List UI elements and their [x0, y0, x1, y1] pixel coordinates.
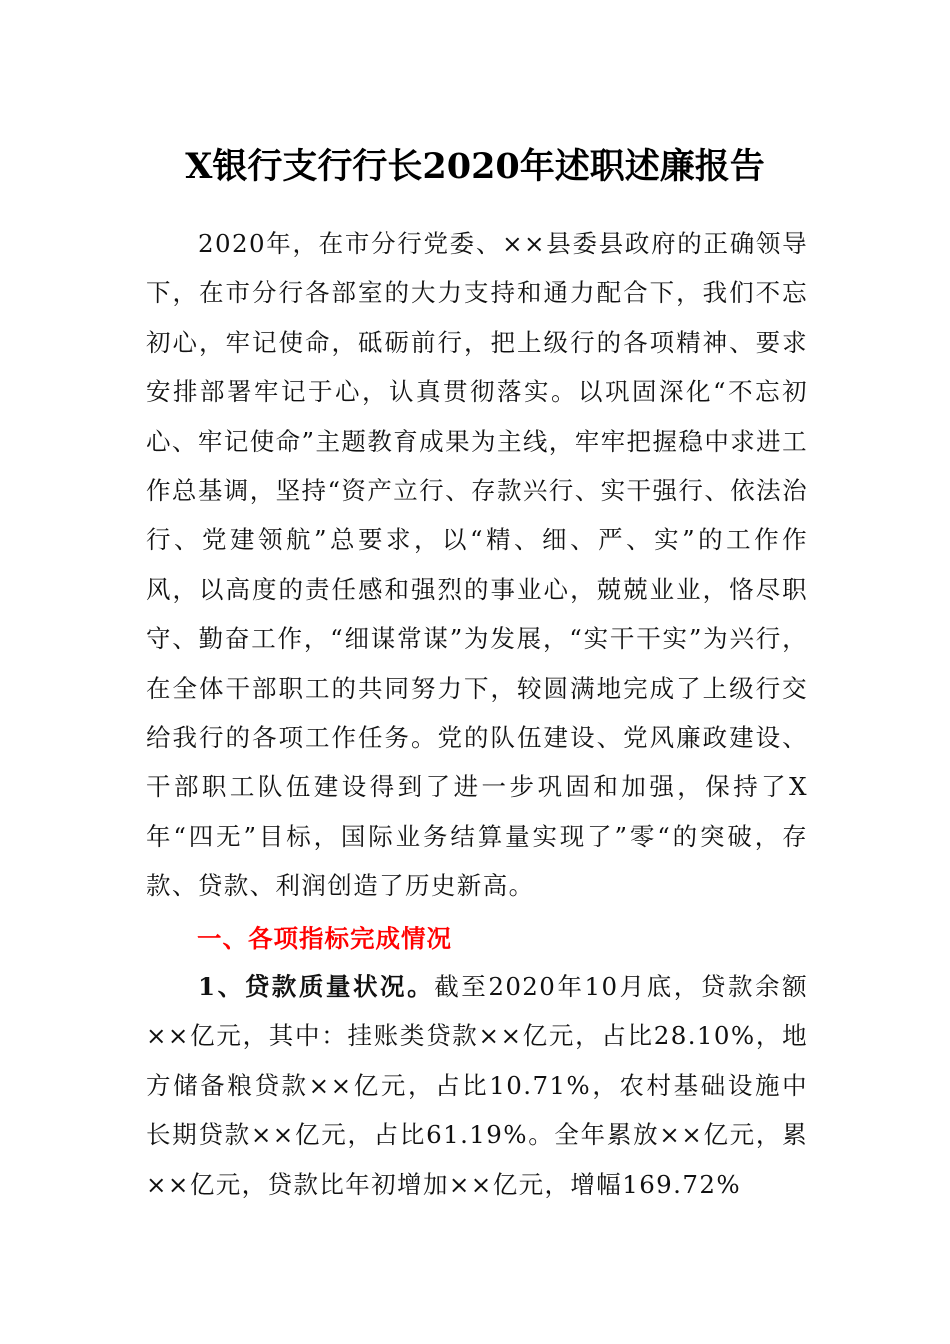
intro-paragraph: 2020年，在市分行党委、××县委县政府的正确领导下，在市分行各部室的大力支持和通力配合下，我们不忘初心，牢记使命，砥砺前行，把上级行的各项精神、要求安排部署牢记于心，认真贯彻落实。以巩固深化“不忘初心、牢记使命”主题教育成果为主线，牢牢把握稳中求进工作总基调，坚持“资产立行、存款兴行、实干强行、依法治行、党建领航”总要求，以“精、细、严、实”的工作作风，以高度的责任感和强烈的事业心，兢兢业业，恪尽职守、勤奋工作，“细谋常谋”为发展，“实干干实”为兴行，在全体干部职工的共同努力下，较圆满地完成了上级行交给我行的各项工作任务。党的队伍建设、党风廉政建设、干部职工队伍建设得到了进一步巩固和加强，保持了X年“四无”目标，国际业务结算量实现了”零“的突破，存款、贷款、利润创造了历史新高。 [146, 229, 808, 901]
document-title: X银行支行行长2020年述职述廉报告 [185, 146, 765, 187]
loan-quality-paragraph [146, 962, 808, 1209]
loan-quality-lead: 1、贷款质量状况。 [198, 972, 435, 1001]
loan-quality-body: 截至2020年10月底，贷款余额××亿元，其中：挂账类贷款××亿元，占比28.10%，地方储备粮贷款××亿元，占比10.71%，农村基础设施中长期贷款××亿元，占比61.19%。全年累放××亿元，累××亿元，贷款比年初增加××亿元，增幅169.72% [146, 972, 808, 1199]
section-heading-indicators: 一、各项指标完成情况 [197, 924, 452, 953]
